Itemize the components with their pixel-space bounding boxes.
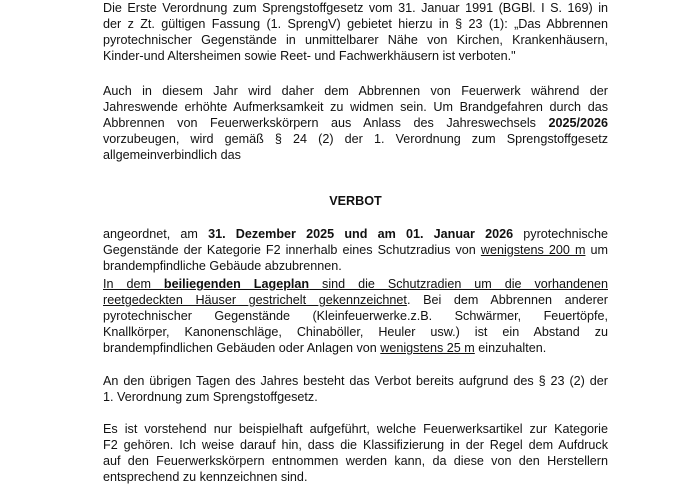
text-line: Es ist vorstehend nur beispielhaft aufgeführt, welche Feuerwerksartikel zur Kategorie [103, 422, 608, 436]
text-line: entsprechend zu kennzeichnen sind. [103, 470, 308, 484]
text-line: auf den Feuerwerkskörpern entnommen werden kann, da diese von den Herstellern [103, 454, 608, 468]
reet-houses-marked: reetgedeckten Häuser gestrichelt gekennzeichnet [103, 293, 407, 307]
text-segment: pyrotechnische [513, 227, 608, 241]
text-line [103, 115, 608, 131]
text-line: brandempfindliche Gebäude abzubrennen. [103, 259, 342, 273]
paragraph-anordnung [103, 226, 608, 274]
paragraph-kategorie-f2 [103, 421, 608, 485]
text-line: pyrotechnischer Gegenstände (Kleinfeuerwerke.z.B. Schwärmer, Feuertöpfe, [103, 309, 608, 323]
text-line: vorzubeugen, wird gemäß § 24 (2) der 1. Verordnung zum Sprengstoffgesetz [103, 132, 608, 146]
paragraph-sprengv-citation [103, 0, 608, 64]
paragraph-jahreswende [103, 83, 608, 163]
paragraph-uebrige-tage [103, 373, 608, 405]
lageplan-reference: beiliegenden Lageplan [163, 277, 310, 291]
text-line: 1. Verordnung zum Sprengstoffgesetz. [103, 390, 318, 404]
radius-25m: wenigstens 25 m [380, 341, 475, 355]
text-segment: sind die Schutzradien um die vorhandenen [309, 277, 608, 291]
text-segment: um [585, 243, 608, 257]
text-segment: Gegenstände der Kategorie F2 innerhalb eines Schutzradius von [103, 243, 481, 257]
text-line: pyrotechnischer Gegenstände in unmittelbarer Nähe von Kirchen, Krankenhäusern, [103, 33, 608, 47]
text-line [103, 292, 608, 308]
text-line [103, 340, 608, 356]
text-segment: einzuhalten. [474, 341, 547, 355]
text-line: Knallkörper, Kanonenschläge, Chinaböller, Heuler usw.) ist ein Abstand zu [103, 325, 608, 339]
text-line: der z Zt. gültigen Fassung (1. SprengV) gebietet hierzu in § 23 (1): „Das Abbrennen [103, 17, 608, 31]
text-segment: . Bei dem Abbrennen anderer [406, 293, 608, 307]
year-range: 2025/2026 [548, 116, 608, 130]
text-segment: In dem [103, 277, 164, 291]
text-line: Jahreswende erhöhte Aufmerksamkeit zu widmen sein. Um Brandgefahren durch das [103, 100, 608, 114]
text-line [103, 226, 608, 242]
verbot-dates: 31. Dezember 2025 und am 01. Januar 2026 [208, 227, 514, 241]
text-line: An den übrigen Tagen des Jahres besteht das Verbot bereits aufgrund des § 23 (2) der [103, 374, 608, 388]
verbot-heading: VERBOT [329, 194, 382, 208]
text-line: Auch in diesem Jahr wird daher dem Abbrennen von Feuerwerk während der [103, 84, 608, 98]
text-segment: brandempfindlichen Gebäuden oder Anlagen von [103, 341, 381, 355]
text-line [103, 242, 608, 258]
radius-200m: wenigstens 200 m [480, 243, 586, 257]
text-segment: Abbrennen von Feuerwerkskörpern aus Anlass des Jahreswechsels [103, 116, 549, 130]
text-segment: angeordnet, am [103, 227, 209, 241]
text-line: allgemeinverbindlich das [103, 148, 241, 162]
text-line [103, 276, 608, 292]
text-line: Die Erste Verordnung zum Sprengstoffgesetz vom 31. Januar 1991 (BGBl. I S. 169) in [103, 1, 608, 15]
paragraph-lageplan [103, 276, 608, 356]
text-line: Kinder-und Altersheimen sowie Reet- und Fachwerkhäusern ist verboten." [103, 49, 516, 63]
text-line: F2 gehören. Ich weise darauf hin, dass die Klassifizierung in der Regel dem Aufdruck [103, 438, 608, 452]
